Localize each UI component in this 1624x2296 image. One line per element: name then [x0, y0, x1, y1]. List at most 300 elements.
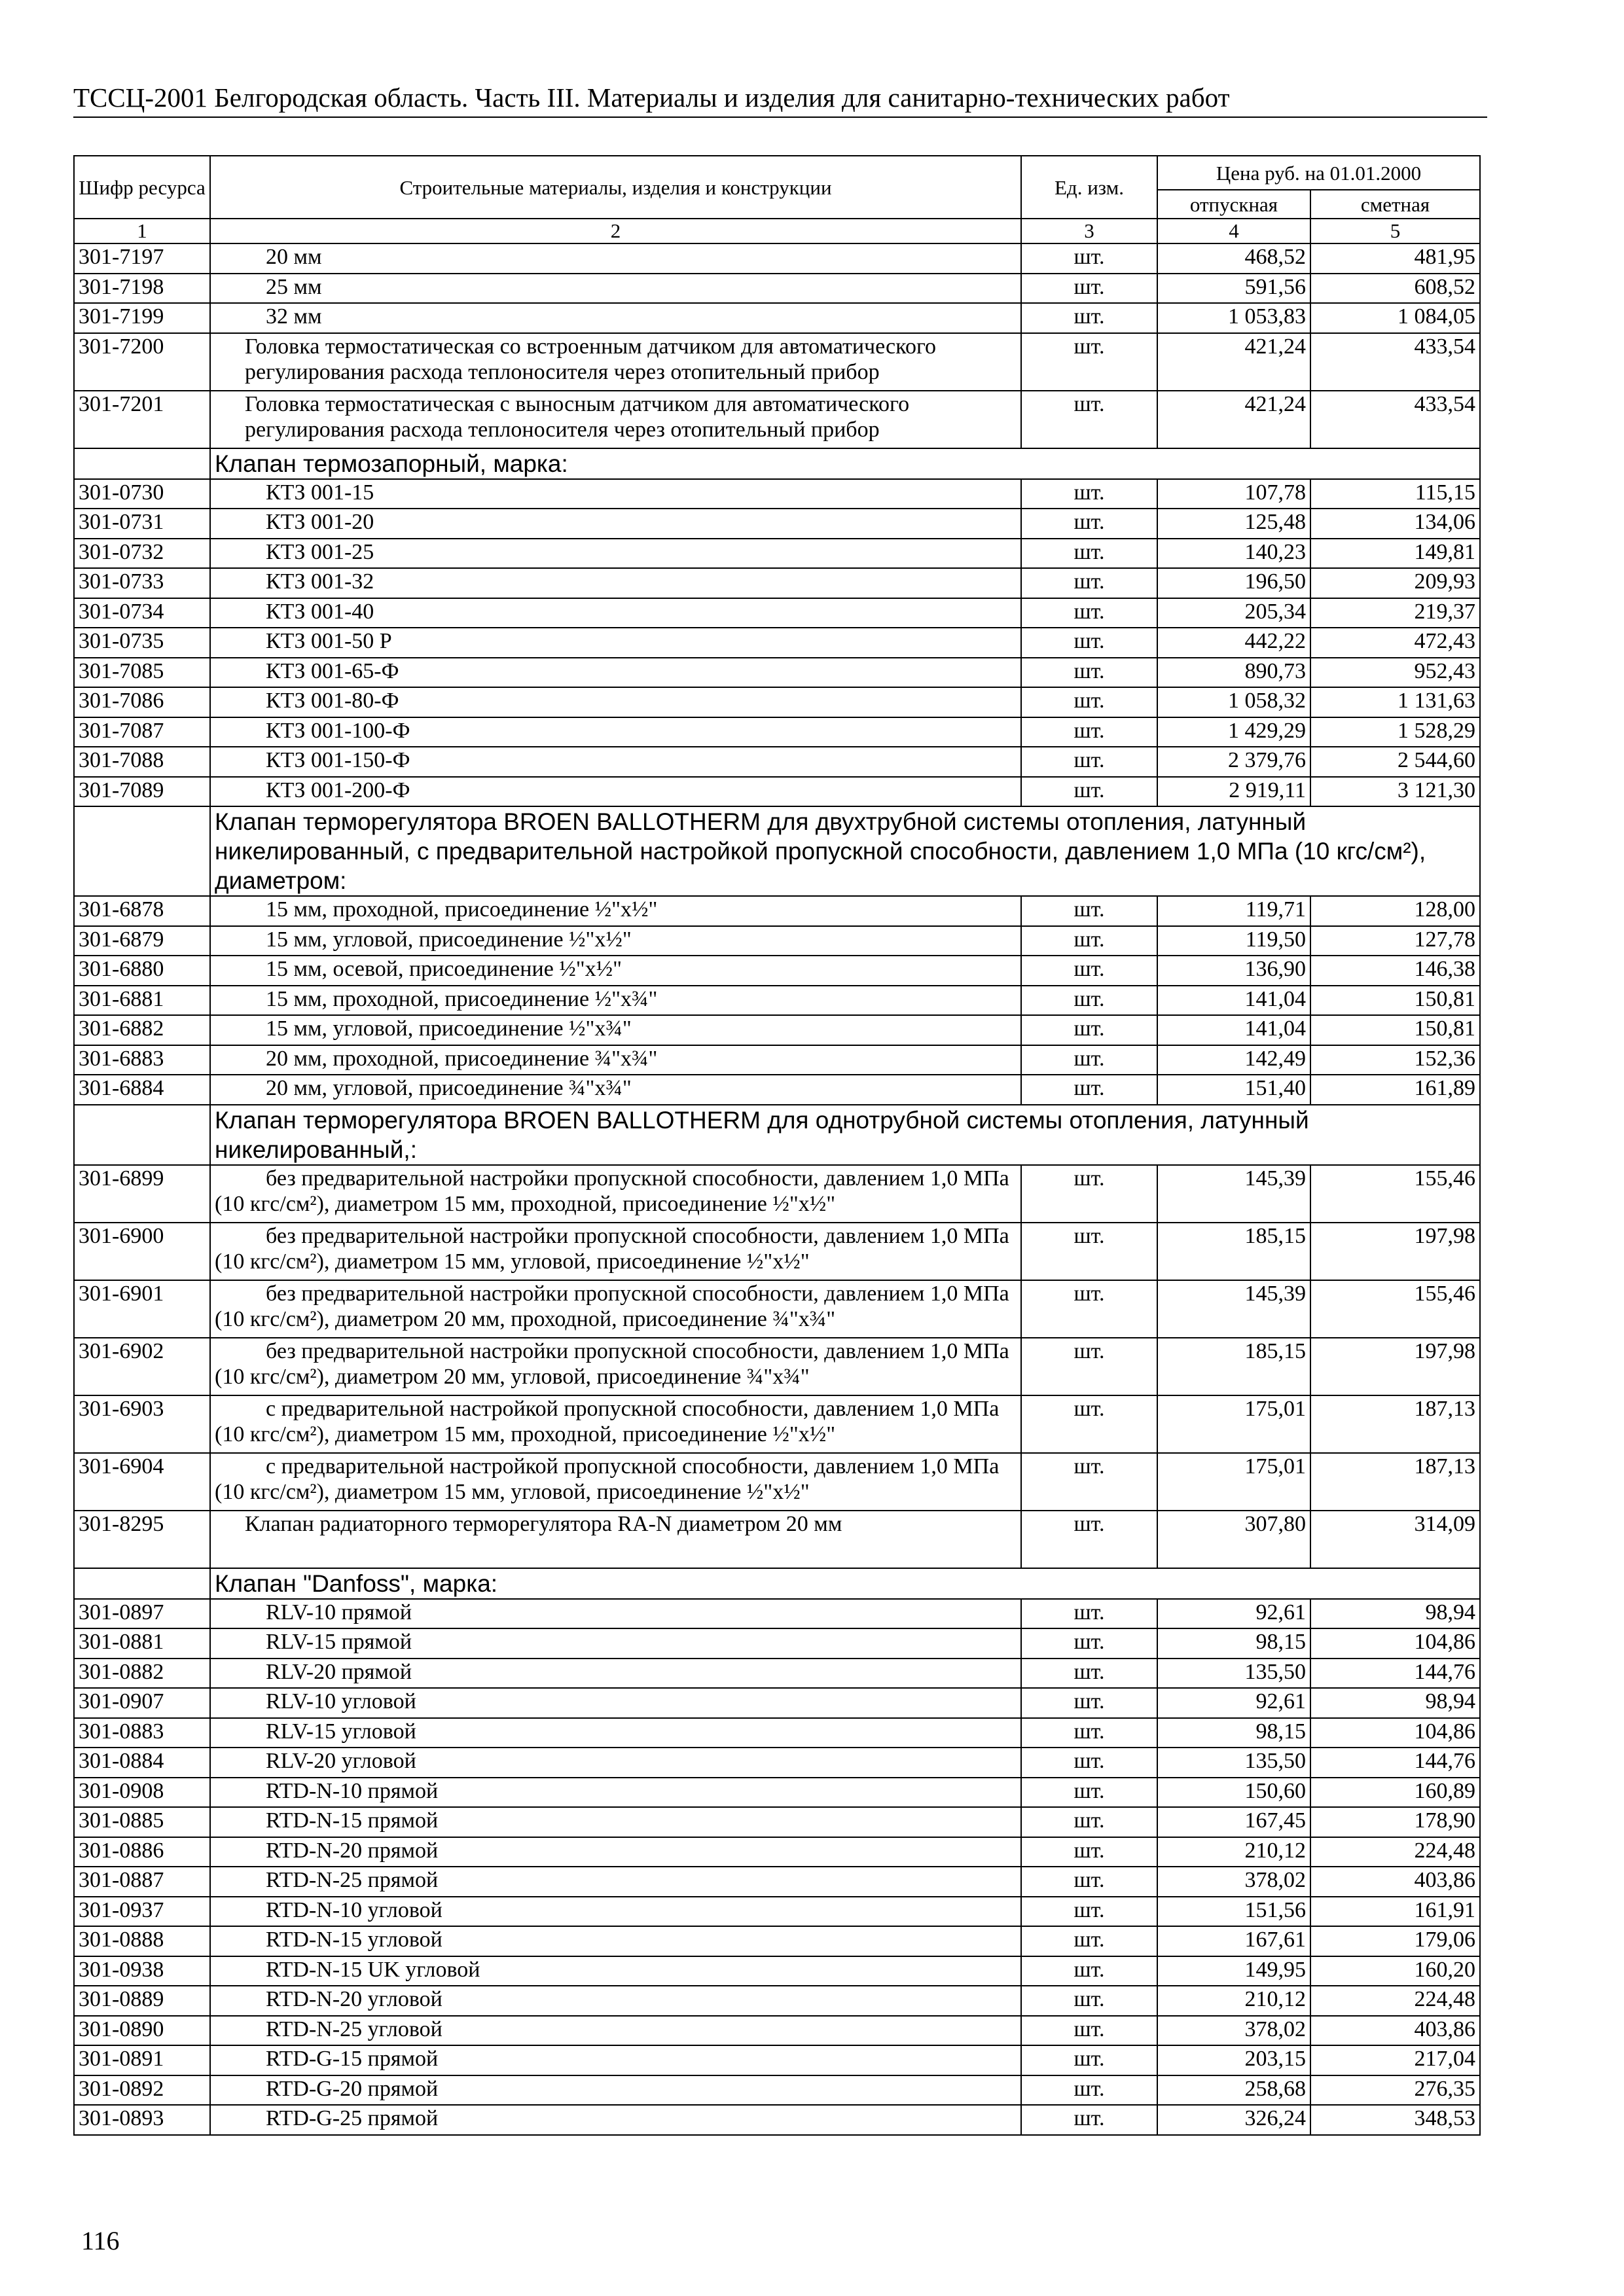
- resource-code-cell: 301-6884: [74, 1075, 210, 1105]
- material-name-cell: [210, 2075, 1021, 2106]
- unit-cell: шт.: [1021, 598, 1157, 628]
- table-row: [74, 1778, 1480, 1808]
- table-row: [74, 243, 1480, 274]
- material-name-cell: [210, 303, 1021, 333]
- table-row: [74, 303, 1480, 333]
- estimate-price-cell: 150,81: [1310, 1015, 1480, 1045]
- column-header-release-price: отпускная: [1157, 190, 1310, 219]
- release-price-cell: 151,56: [1157, 1897, 1310, 1927]
- material-name-cell: [210, 717, 1021, 747]
- table-row: [74, 479, 1480, 509]
- table-row: [74, 1628, 1480, 1659]
- release-price-cell: 2 919,11: [1157, 777, 1310, 807]
- release-price-cell: 307,80: [1157, 1511, 1310, 1568]
- material-name-cell: [210, 777, 1021, 807]
- table-row: [74, 628, 1480, 658]
- unit-cell: шт.: [1021, 1338, 1157, 1395]
- material-name: RTD-N-15 угловой: [266, 1928, 442, 1952]
- resource-code-cell: 301-6901: [74, 1280, 210, 1338]
- unit-cell: шт.: [1021, 747, 1157, 777]
- material-name-cell: [210, 1718, 1021, 1748]
- material-name: RLV-15 угловой: [266, 1719, 416, 1744]
- material-name: RTD-G-20 прямой: [266, 2076, 439, 2101]
- group-header-row: [74, 806, 1480, 896]
- resource-code-cell: 301-7086: [74, 687, 210, 717]
- unit-cell: шт.: [1021, 1837, 1157, 1867]
- release-price-cell: 135,50: [1157, 1748, 1310, 1778]
- material-name: КТЗ 001-200-Ф: [266, 778, 410, 802]
- unit-cell: шт.: [1021, 658, 1157, 688]
- material-name-cell: [210, 926, 1021, 956]
- resource-code-cell: 301-7199: [74, 303, 210, 333]
- unit-cell: шт.: [1021, 568, 1157, 598]
- unit-cell: шт.: [1021, 391, 1157, 448]
- estimate-price-cell: 104,86: [1310, 1718, 1480, 1748]
- material-name: RTD-N-10 угловой: [266, 1897, 442, 1922]
- material-name: с предварительной настройкой пропускной способности, давлением 1,0 МПа (10 кгс/см²), диаметром 15 мм, проходной, присоединение ½"x½": [215, 1396, 1000, 1446]
- table-row: [74, 1511, 1480, 1568]
- unit-cell: шт.: [1021, 1165, 1157, 1223]
- resource-code-cell: 301-0885: [74, 1807, 210, 1837]
- estimate-price-cell: 98,94: [1310, 1599, 1480, 1629]
- material-name-cell: [210, 896, 1021, 926]
- estimate-price-cell: 1 084,05: [1310, 303, 1480, 333]
- table-row: [74, 274, 1480, 304]
- unit-cell: шт.: [1021, 1778, 1157, 1808]
- release-price-cell: 210,12: [1157, 1986, 1310, 2016]
- resource-code-cell: 301-6902: [74, 1338, 210, 1395]
- material-name-cell: [210, 598, 1021, 628]
- estimate-price-cell: 224,48: [1310, 1837, 1480, 1867]
- table-row: [74, 598, 1480, 628]
- material-name-cell: [210, 568, 1021, 598]
- unit-cell: шт.: [1021, 333, 1157, 391]
- estimate-price-cell: 2 544,60: [1310, 747, 1480, 777]
- material-name: КТЗ 001-80-Ф: [266, 689, 399, 713]
- unit-cell: шт.: [1021, 896, 1157, 926]
- resource-code-cell: 301-0881: [74, 1628, 210, 1659]
- table-row: [74, 391, 1480, 448]
- material-name-cell: [210, 1280, 1021, 1338]
- material-name: КТЗ 001-32: [266, 569, 374, 594]
- material-name: RTD-N-10 прямой: [266, 1778, 439, 1803]
- estimate-price-cell: 187,13: [1310, 1453, 1480, 1511]
- release-price-cell: 145,39: [1157, 1280, 1310, 1338]
- material-name-cell: [210, 1511, 1021, 1568]
- estimate-price-cell: 608,52: [1310, 274, 1480, 304]
- material-name: 15 мм, проходной, присоединение ½"x½": [266, 897, 658, 922]
- unit-cell: шт.: [1021, 1897, 1157, 1927]
- group-title: Клапан термозапорный, марка:: [210, 448, 1480, 479]
- estimate-price-cell: 146,38: [1310, 956, 1480, 986]
- table-row: [74, 986, 1480, 1016]
- table-row: [74, 1748, 1480, 1778]
- estimate-price-cell: 217,04: [1310, 2045, 1480, 2075]
- release-price-cell: 145,39: [1157, 1165, 1310, 1223]
- group-code-cell: [74, 1105, 210, 1165]
- material-name: 15 мм, проходной, присоединение ½"x¾": [266, 986, 658, 1011]
- material-name: Головка термостатическая со встроенным датчиком для автоматического регулирования расхода теплоносителя через отопительный прибор: [245, 334, 937, 384]
- unit-cell: шт.: [1021, 1395, 1157, 1453]
- material-name: 32 мм: [266, 304, 322, 329]
- release-price-cell: 210,12: [1157, 1837, 1310, 1867]
- material-name-cell: [210, 1897, 1021, 1927]
- resource-code-cell: 301-0884: [74, 1748, 210, 1778]
- resource-code-cell: 301-7088: [74, 747, 210, 777]
- material-name-cell: [210, 687, 1021, 717]
- release-price-cell: 98,15: [1157, 1718, 1310, 1748]
- group-code-cell: [74, 1568, 210, 1599]
- material-name: RTD-N-25 угловой: [266, 2017, 442, 2041]
- resource-code-cell: 301-6879: [74, 926, 210, 956]
- release-price-cell: 175,01: [1157, 1395, 1310, 1453]
- column-header-name: Строительные материалы, изделия и конструкции: [210, 156, 1021, 219]
- release-price-cell: 119,71: [1157, 896, 1310, 926]
- estimate-price-cell: 104,86: [1310, 1628, 1480, 1659]
- material-name-cell: [210, 1986, 1021, 2016]
- estimate-price-cell: 403,86: [1310, 2016, 1480, 2046]
- unit-cell: шт.: [1021, 1599, 1157, 1629]
- material-name-cell: [210, 1867, 1021, 1897]
- resource-code-cell: 301-0730: [74, 479, 210, 509]
- estimate-price-cell: 952,43: [1310, 658, 1480, 688]
- header-rule: [73, 117, 1487, 118]
- material-name: 20 мм, угловой, присоединение ¾"x¾": [266, 1076, 632, 1100]
- table-row: [74, 333, 1480, 391]
- material-name-cell: [210, 658, 1021, 688]
- resource-code-cell: 301-6904: [74, 1453, 210, 1511]
- column-number: 2: [210, 219, 1021, 243]
- table-row: [74, 926, 1480, 956]
- material-name: 15 мм, осевой, присоединение ½"x½": [266, 957, 623, 981]
- estimate-price-cell: 178,90: [1310, 1807, 1480, 1837]
- resource-code-cell: 301-0735: [74, 628, 210, 658]
- page-number: 116: [81, 2226, 120, 2255]
- material-name: RLV-10 прямой: [266, 1600, 412, 1624]
- resource-code-cell: 301-7200: [74, 333, 210, 391]
- material-name-cell: [210, 1688, 1021, 1718]
- table-row: [74, 2016, 1480, 2046]
- group-code-cell: [74, 448, 210, 479]
- estimate-price-cell: 1 131,63: [1310, 687, 1480, 717]
- table-row: [74, 1659, 1480, 1689]
- material-name-cell: [210, 1395, 1021, 1453]
- column-header-unit: Ед. изм.: [1021, 156, 1157, 219]
- material-name-cell: [210, 333, 1021, 391]
- estimate-price-cell: 150,81: [1310, 986, 1480, 1016]
- estimate-price-cell: 403,86: [1310, 1867, 1480, 1897]
- estimate-price-cell: 160,20: [1310, 1956, 1480, 1986]
- material-name: RLV-20 угловой: [266, 1749, 416, 1773]
- material-name-cell: [210, 479, 1021, 509]
- release-price-cell: 203,15: [1157, 2045, 1310, 2075]
- unit-cell: шт.: [1021, 1045, 1157, 1075]
- release-price-cell: 92,61: [1157, 1599, 1310, 1629]
- table-row: [74, 2045, 1480, 2075]
- unit-cell: шт.: [1021, 2016, 1157, 2046]
- unit-cell: шт.: [1021, 1986, 1157, 2016]
- estimate-price-cell: 161,89: [1310, 1075, 1480, 1105]
- table-row: [74, 1807, 1480, 1837]
- resource-code-cell: 301-7085: [74, 658, 210, 688]
- resource-code-cell: 301-0891: [74, 2045, 210, 2075]
- release-price-cell: 2 379,76: [1157, 747, 1310, 777]
- release-price-cell: 175,01: [1157, 1453, 1310, 1511]
- release-price-cell: 151,40: [1157, 1075, 1310, 1105]
- release-price-cell: 142,49: [1157, 1045, 1310, 1075]
- table-row: [74, 1926, 1480, 1956]
- estimate-price-cell: 197,98: [1310, 1338, 1480, 1395]
- table-row: [74, 1453, 1480, 1511]
- material-name: КТЗ 001-65-Ф: [266, 658, 399, 683]
- table-header: [74, 156, 1480, 243]
- release-price-cell: 468,52: [1157, 243, 1310, 274]
- table-row: [74, 1280, 1480, 1338]
- group-header-row: [74, 1568, 1480, 1599]
- table-row: [74, 2105, 1480, 2135]
- estimate-price-cell: 433,54: [1310, 391, 1480, 448]
- unit-cell: шт.: [1021, 1926, 1157, 1956]
- release-price-cell: 1 053,83: [1157, 303, 1310, 333]
- unit-cell: шт.: [1021, 956, 1157, 986]
- unit-cell: шт.: [1021, 926, 1157, 956]
- unit-cell: шт.: [1021, 1628, 1157, 1659]
- material-name: 20 мм: [266, 245, 322, 269]
- material-name: 15 мм, угловой, присоединение ½"x½": [266, 927, 632, 952]
- material-name: 25 мм: [266, 274, 322, 299]
- resource-code-cell: 301-0883: [74, 1718, 210, 1748]
- release-price-cell: 119,50: [1157, 926, 1310, 956]
- material-name: RTD-N-20 угловой: [266, 1987, 442, 2011]
- release-price-cell: 136,90: [1157, 956, 1310, 986]
- column-number: 1: [74, 219, 210, 243]
- material-name: 15 мм, угловой, присоединение ½"x¾": [266, 1016, 632, 1041]
- release-price-cell: 421,24: [1157, 391, 1310, 448]
- table-row: [74, 896, 1480, 926]
- estimate-price-cell: 127,78: [1310, 926, 1480, 956]
- unit-cell: шт.: [1021, 628, 1157, 658]
- release-price-cell: 150,60: [1157, 1778, 1310, 1808]
- release-price-cell: 167,45: [1157, 1807, 1310, 1837]
- resource-code-cell: 301-6882: [74, 1015, 210, 1045]
- table-row: [74, 539, 1480, 569]
- estimate-price-cell: 472,43: [1310, 628, 1480, 658]
- table-row: [74, 1338, 1480, 1395]
- resource-code-cell: 301-0938: [74, 1956, 210, 1986]
- unit-cell: шт.: [1021, 479, 1157, 509]
- material-name: КТЗ 001-40: [266, 599, 374, 624]
- unit-cell: шт.: [1021, 274, 1157, 304]
- unit-cell: шт.: [1021, 1956, 1157, 1986]
- material-name: RTD-G-15 прямой: [266, 2047, 439, 2071]
- estimate-price-cell: 128,00: [1310, 896, 1480, 926]
- release-price-cell: 378,02: [1157, 1867, 1310, 1897]
- table-row: [74, 1897, 1480, 1927]
- material-name-cell: [210, 539, 1021, 569]
- table-row: [74, 956, 1480, 986]
- release-price-cell: 1 429,29: [1157, 717, 1310, 747]
- material-name-cell: [210, 1837, 1021, 1867]
- table-row: [74, 1688, 1480, 1718]
- estimate-price-cell: 152,36: [1310, 1045, 1480, 1075]
- material-name: с предварительной настройкой пропускной способности, давлением 1,0 МПа (10 кгс/см²), диаметром 15 мм, угловой, присоединение ½"x½": [215, 1454, 1000, 1504]
- release-price-cell: 92,61: [1157, 1688, 1310, 1718]
- material-name: КТЗ 001-20: [266, 510, 374, 534]
- material-name-cell: [210, 1748, 1021, 1778]
- material-name: RTD-N-15 прямой: [266, 1808, 439, 1833]
- table-row: [74, 1223, 1480, 1280]
- release-price-cell: 442,22: [1157, 628, 1310, 658]
- estimate-price-cell: 348,53: [1310, 2105, 1480, 2135]
- material-name: без предварительной настройки пропускной способности, давлением 1,0 МПа (10 кгс/см²), диаметром 20 мм, проходной, присоединение ¾"x¾": [215, 1281, 1009, 1331]
- table-row: [74, 509, 1480, 539]
- table-row: [74, 1837, 1480, 1867]
- resource-code-cell: 301-6899: [74, 1165, 210, 1223]
- release-price-cell: 107,78: [1157, 479, 1310, 509]
- resource-code-cell: 301-0893: [74, 2105, 210, 2135]
- material-name-cell: [210, 1628, 1021, 1659]
- estimate-price-cell: 314,09: [1310, 1511, 1480, 1568]
- table-row: [74, 1045, 1480, 1075]
- release-price-cell: 135,50: [1157, 1659, 1310, 1689]
- table-row: [74, 1599, 1480, 1629]
- estimate-price-cell: 155,46: [1310, 1280, 1480, 1338]
- material-name-cell: [210, 509, 1021, 539]
- estimate-price-cell: 149,81: [1310, 539, 1480, 569]
- estimate-price-cell: 219,37: [1310, 598, 1480, 628]
- table-row: [74, 747, 1480, 777]
- resource-code-cell: 301-7197: [74, 243, 210, 274]
- unit-cell: шт.: [1021, 1280, 1157, 1338]
- estimate-price-cell: 187,13: [1310, 1395, 1480, 1453]
- estimate-price-cell: 224,48: [1310, 1986, 1480, 2016]
- material-name: RTD-N-25 прямой: [266, 1868, 439, 1892]
- estimate-price-cell: 179,06: [1310, 1926, 1480, 1956]
- table-row: [74, 1867, 1480, 1897]
- estimate-price-cell: 276,35: [1310, 2075, 1480, 2106]
- material-name: RTD-N-20 прямой: [266, 1838, 439, 1863]
- table-row: [74, 717, 1480, 747]
- table-row: [74, 1718, 1480, 1748]
- resource-code-cell: 301-0907: [74, 1688, 210, 1718]
- table-row: [74, 1395, 1480, 1453]
- material-name: без предварительной настройки пропускной способности, давлением 1,0 МПа (10 кгс/см²), диаметром 20 мм, угловой, присоединение ¾"x¾": [215, 1338, 1009, 1389]
- estimate-price-cell: 433,54: [1310, 333, 1480, 391]
- estimate-price-cell: 161,91: [1310, 1897, 1480, 1927]
- material-name: КТЗ 001-15: [266, 480, 374, 505]
- material-name-cell: [210, 1778, 1021, 1808]
- resource-code-cell: 301-0908: [74, 1778, 210, 1808]
- column-number: 4: [1157, 219, 1310, 243]
- resource-code-cell: 301-6903: [74, 1395, 210, 1453]
- material-name-cell: [210, 243, 1021, 274]
- table-row: [74, 1956, 1480, 1986]
- resource-code-cell: 301-7089: [74, 777, 210, 807]
- release-price-cell: 125,48: [1157, 509, 1310, 539]
- group-header-row: [74, 1105, 1480, 1165]
- price-table: [73, 155, 1481, 2136]
- material-name-cell: [210, 391, 1021, 448]
- release-price-cell: 141,04: [1157, 986, 1310, 1016]
- resource-code-cell: 301-0733: [74, 568, 210, 598]
- material-name-cell: [210, 1223, 1021, 1280]
- column-number: 3: [1021, 219, 1157, 243]
- estimate-price-cell: 134,06: [1310, 509, 1480, 539]
- unit-cell: шт.: [1021, 509, 1157, 539]
- unit-cell: шт.: [1021, 2105, 1157, 2135]
- resource-code-cell: 301-0937: [74, 1897, 210, 1927]
- material-name-cell: [210, 2045, 1021, 2075]
- unit-cell: шт.: [1021, 1015, 1157, 1045]
- table-row: [74, 687, 1480, 717]
- unit-cell: шт.: [1021, 539, 1157, 569]
- estimate-price-cell: 155,46: [1310, 1165, 1480, 1223]
- unit-cell: шт.: [1021, 1511, 1157, 1568]
- resource-code-cell: 301-0886: [74, 1837, 210, 1867]
- release-price-cell: 591,56: [1157, 274, 1310, 304]
- table-row: [74, 1015, 1480, 1045]
- material-name-cell: [210, 747, 1021, 777]
- group-title: Клапан "Danfoss", марка:: [210, 1568, 1480, 1599]
- resource-code-cell: 301-6883: [74, 1045, 210, 1075]
- release-price-cell: 258,68: [1157, 2075, 1310, 2106]
- release-price-cell: 1 058,32: [1157, 687, 1310, 717]
- column-header-code: Шифр ресурса: [74, 156, 210, 219]
- unit-cell: шт.: [1021, 717, 1157, 747]
- estimate-price-cell: 1 528,29: [1310, 717, 1480, 747]
- resource-code-cell: 301-6881: [74, 986, 210, 1016]
- material-name: Головка термостатическая с выносным датчиком для автоматического регулирования расхода теплоносителя через отопительный прибор: [245, 391, 910, 442]
- material-name-cell: [210, 1926, 1021, 1956]
- release-price-cell: 185,15: [1157, 1338, 1310, 1395]
- material-name: без предварительной настройки пропускной способности, давлением 1,0 МПа (10 кгс/см²), диаметром 15 мм, угловой, присоединение ½"x½": [215, 1223, 1009, 1274]
- column-header-estimate-price: сметная: [1310, 190, 1480, 219]
- unit-cell: шт.: [1021, 1453, 1157, 1511]
- resource-code-cell: 301-0897: [74, 1599, 210, 1629]
- estimate-price-cell: 98,94: [1310, 1688, 1480, 1718]
- material-name-cell: [210, 2016, 1021, 2046]
- material-name-cell: [210, 1807, 1021, 1837]
- material-name-cell: [210, 274, 1021, 304]
- estimate-price-cell: 209,93: [1310, 568, 1480, 598]
- resource-code-cell: 301-0890: [74, 2016, 210, 2046]
- material-name: 20 мм, проходной, присоединение ¾"x¾": [266, 1046, 658, 1071]
- material-name: КТЗ 001-25: [266, 539, 374, 564]
- material-name-cell: [210, 628, 1021, 658]
- group-title: Клапан терморегулятора BROEN BALLOTHERM для двухтрубной системы отопления, латунный никелированный, с предварительной настройкой пропускной способности, давлением 1,0 МПа (10 кгс/см²), диаметром:: [210, 806, 1480, 896]
- resource-code-cell: 301-0732: [74, 539, 210, 569]
- unit-cell: шт.: [1021, 1748, 1157, 1778]
- release-price-cell: 140,23: [1157, 539, 1310, 569]
- table-row: [74, 2075, 1480, 2106]
- material-name-cell: [210, 1165, 1021, 1223]
- group-header-row: [74, 448, 1480, 479]
- material-name: КТЗ 001-100-Ф: [266, 718, 410, 743]
- resource-code-cell: 301-0887: [74, 1867, 210, 1897]
- resource-code-cell: 301-0882: [74, 1659, 210, 1689]
- material-name: Клапан радиаторного терморегулятора RA-N диаметром 20 мм: [245, 1511, 842, 1536]
- resource-code-cell: 301-6878: [74, 896, 210, 926]
- unit-cell: шт.: [1021, 986, 1157, 1016]
- material-name: RTD-N-15 UK угловой: [266, 1957, 480, 1982]
- unit-cell: шт.: [1021, 303, 1157, 333]
- table-row: [74, 1165, 1480, 1223]
- resource-code-cell: 301-0731: [74, 509, 210, 539]
- table-row: [74, 777, 1480, 807]
- unit-cell: шт.: [1021, 1688, 1157, 1718]
- material-name-cell: [210, 1338, 1021, 1395]
- estimate-price-cell: 481,95: [1310, 243, 1480, 274]
